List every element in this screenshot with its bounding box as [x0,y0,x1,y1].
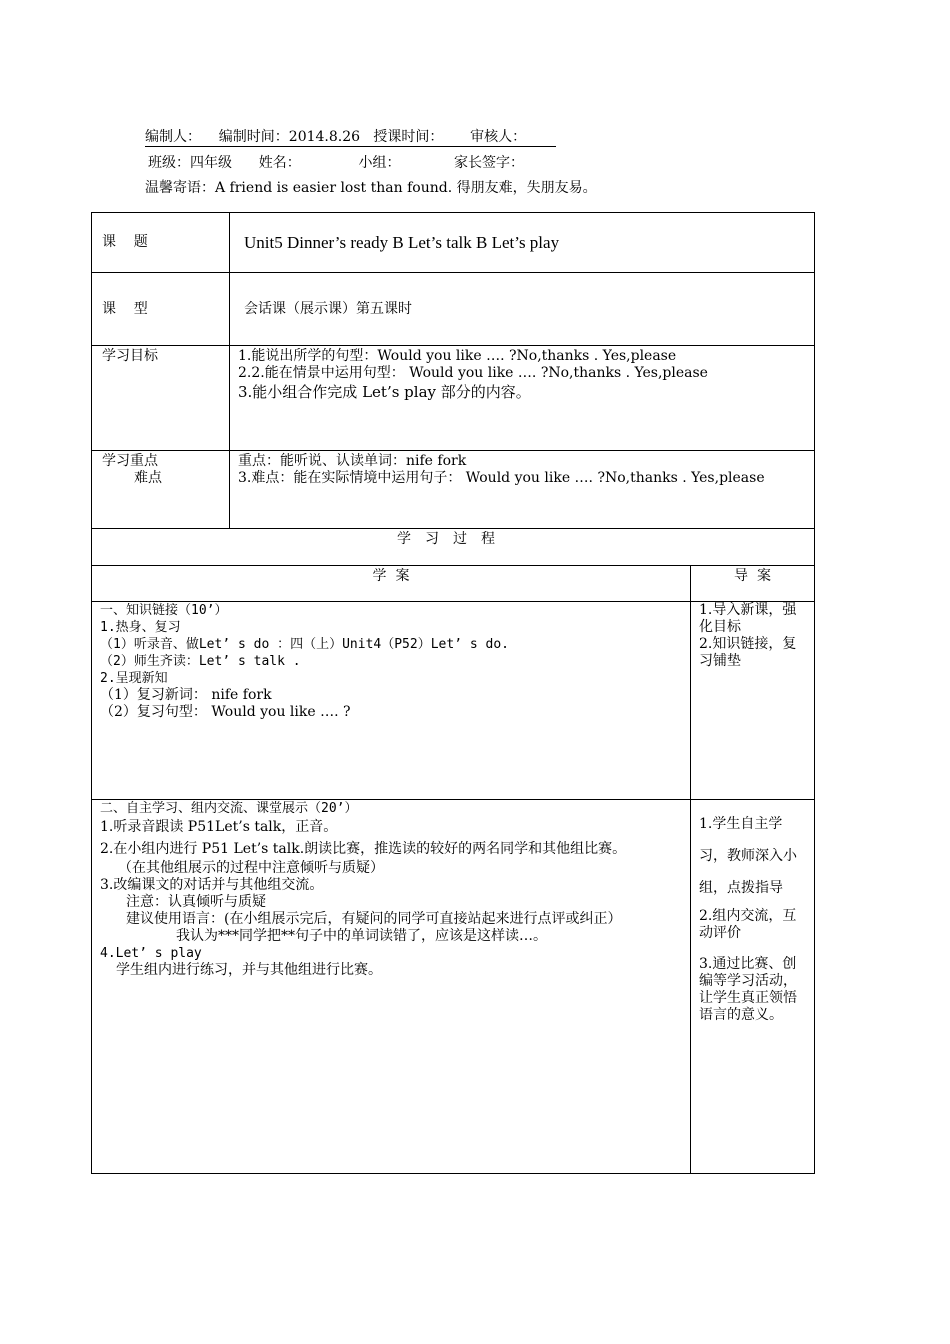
section1-line: （2）复习句型： Would you like …. ? [100,704,351,720]
focus-item: 重点：能听说、认读单词：nife fork [238,453,467,469]
focus-label-difficult: 难点 [134,470,162,486]
section2-guide [691,800,815,1174]
topic-value: Unit5 Dinner’s ready B Let’s talk B Let’s play [230,213,815,273]
row-process-header [92,529,815,566]
section1-content [92,602,691,800]
section1-line: 一、知识链接（10’） [100,603,228,618]
section2-line: （在其他组展示的过程中注意倾听与质疑） [118,860,384,876]
process-header: 学习过程 [92,529,815,566]
section2-line: 3.改编课文的对话并与其他组交流。 [100,877,324,893]
row-section-2 [92,800,815,1174]
goals-content [230,346,815,451]
header-line-class: 班级：四年级 姓名： 小组： 家长签字： [148,155,524,171]
goal-item: 2.2.能在情景中运用句型： Would you like …. ?No,thanks . Yes,please [238,365,708,381]
section2-guide-item: 2.组内交流，互动评价 [699,908,797,941]
section1-line: 1.热身、复习 [100,620,181,635]
goals-label: 学习目标 [92,346,230,451]
section2-content [92,800,691,1174]
row-focus [92,451,815,529]
section1-guide [691,602,815,800]
lesson-plan-table [91,212,815,1174]
focus-label-key: 学习重点 [102,453,158,469]
section1-guide-item: 1.导入新课，强化目标 [699,602,797,635]
type-value: 会话课（展示课）第五课时 [230,273,815,346]
type-label: 课 型 [92,273,230,346]
section2-line: 1.听录音跟读 P51Let’s talk，正音。 [100,819,338,835]
section2-guide-item: 1.学生自主学习，教师深入小组，点拨指导 [699,816,797,896]
section2-line: 2.在小组内进行 P51 Let’s talk.朗读比赛，推选读的较好的两名同学和其他组比赛。 [100,841,627,857]
header-line-editor: 编制人： 编制时间：2014.8.26 授课时间： 审核人： [145,128,556,147]
section1-line: （1）复习新词： nife fork [100,687,272,703]
section1-line: （2）师生齐读：Let’ s talk . [100,654,301,669]
study-plan-header: 学 案 [92,566,691,602]
section2-line: 我认为***同学把**句子中的单词读错了，应该是这样读…。 [176,928,547,944]
focus-label [92,451,230,529]
goal-item: 1.能说出所学的句型：Would you like …. ?No,thanks . Yes,please [238,348,677,364]
row-topic [92,213,815,273]
row-type [92,273,815,346]
focus-item: 3.难点：能在实际情境中运用句子： Would you like …. ?No,thanks . Yes,please [238,470,765,486]
section2-line: 注意：认真倾听与质疑 [126,894,266,910]
section1-guide-item: 2.知识链接，复习铺垫 [699,636,797,669]
guide-plan-header: 导 案 [691,566,815,602]
row-section-1 [92,602,815,800]
section2-line: 二、自主学习、组内交流、课堂展示（20’） [100,801,358,816]
goal-item: 3.能小组合作完成 Let’s play 部分的内容。 [238,383,531,401]
topic-label: 课 题 [92,213,230,273]
row-column-headers [92,566,815,602]
section2-line: 学生组内进行练习，并与其他组进行比赛。 [116,962,382,978]
focus-content [230,451,815,529]
row-goals [92,346,815,451]
section2-guide-item: 3.通过比赛、创编等学习活动，让学生真正领悟语言的意义。 [699,956,797,1023]
header-line-motto: 温馨寄语：A friend is easier lost than found. 得朋友难，失朋友易。 [145,180,597,196]
section2-line: 建议使用语言：(在小组展示完后，有疑问的同学可直接站起来进行点评或纠正） [126,911,622,927]
section1-line: 2.呈现新知 [100,671,168,686]
section1-line: （1）听录音、做Let’ s do ：四（上）Unit4（P52）Let’ s do. [100,637,509,652]
section2-line: 4.Let’ s play [100,946,202,961]
